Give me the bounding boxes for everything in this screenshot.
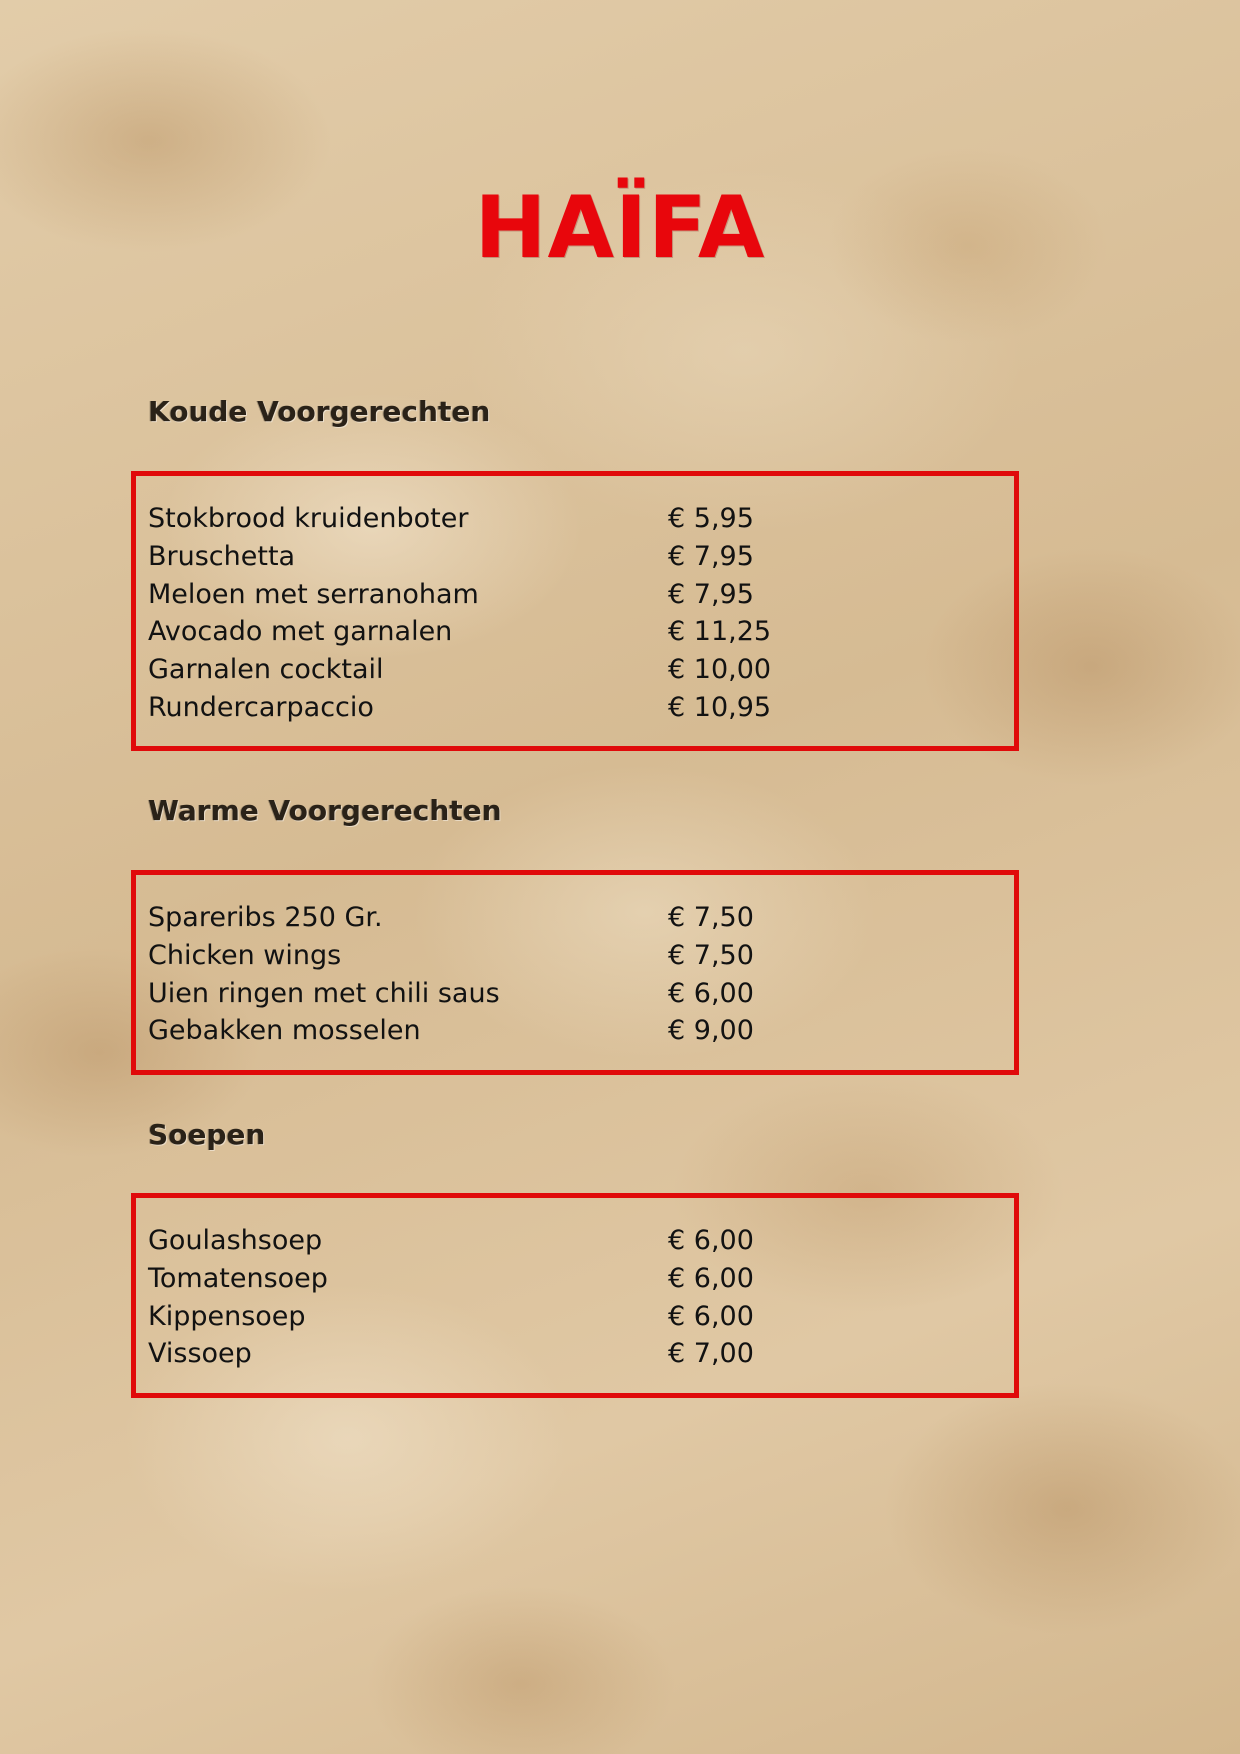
menu-item-price: € 11,25 [668,616,772,648]
menu-item-price: € 6,00 [668,977,754,1009]
menu-item [136,651,1014,689]
menu-item-price: € 10,95 [668,691,772,723]
menu-item-name: Meloen met serranoham [148,578,479,610]
restaurant-title: HAÏFA [474,178,766,278]
section-heading-soepen: Soepen [148,1118,266,1151]
menu-item-price: € 10,00 [668,654,772,686]
menu-item-name: Bruschetta [148,540,296,572]
menu-box-soepen [131,1193,1019,1398]
menu-item [136,1298,1014,1336]
menu-item-name: Spareribs 250 Gr. [148,902,383,933]
menu-item-name: Uien ringen met chili saus [148,977,500,1009]
menu-box-koude-voorgerechten [131,471,1019,751]
section-heading-warme-voorgerechten: Warme Voorgerechten [148,794,502,827]
menu-item-name: Gebakken mosselen [148,1015,421,1047]
menu-item [136,538,1014,576]
menu-item [136,500,1014,538]
menu-item-price: € 7,00 [668,1338,754,1370]
menu-item [136,689,1014,727]
menu-item-name: Garnalen cocktail [148,654,384,686]
menu-item-name: Rundercarpaccio [148,691,374,723]
section-heading-koude-voorgerechten: Koude Voorgerechten [148,395,491,428]
menu-item [136,1260,1014,1298]
menu-item-price: € 6,00 [668,1300,754,1332]
menu-item-name: Stokbrood kruidenboter [148,503,469,534]
menu-item [136,576,1014,614]
menu-item [136,613,1014,651]
menu-item [136,975,1014,1013]
menu-item-price: € 9,00 [668,1015,754,1047]
menu-item [136,1012,1014,1050]
menu-item [136,899,1014,937]
menu-item-name: Avocado met garnalen [148,616,453,648]
menu-item-price: € 7,50 [668,939,754,971]
menu-item [136,937,1014,975]
menu-item [136,1335,1014,1373]
menu-item-name: Vissoep [148,1338,252,1370]
menu-box-warme-voorgerechten [131,870,1019,1075]
menu-item-price: € 6,00 [668,1225,754,1256]
menu-item-price: € 6,00 [668,1262,754,1294]
menu-item [136,1222,1014,1260]
menu-item-name: Chicken wings [148,939,342,971]
menu-item-price: € 7,95 [668,540,754,572]
menu-item-name: Kippensoep [148,1300,306,1332]
menu-item-price: € 5,95 [668,503,754,534]
menu-item-name: Goulashsoep [148,1225,323,1256]
menu-item-price: € 7,95 [668,578,754,610]
menu-item-price: € 7,50 [668,902,754,933]
menu-item-name: Tomatensoep [148,1262,328,1294]
